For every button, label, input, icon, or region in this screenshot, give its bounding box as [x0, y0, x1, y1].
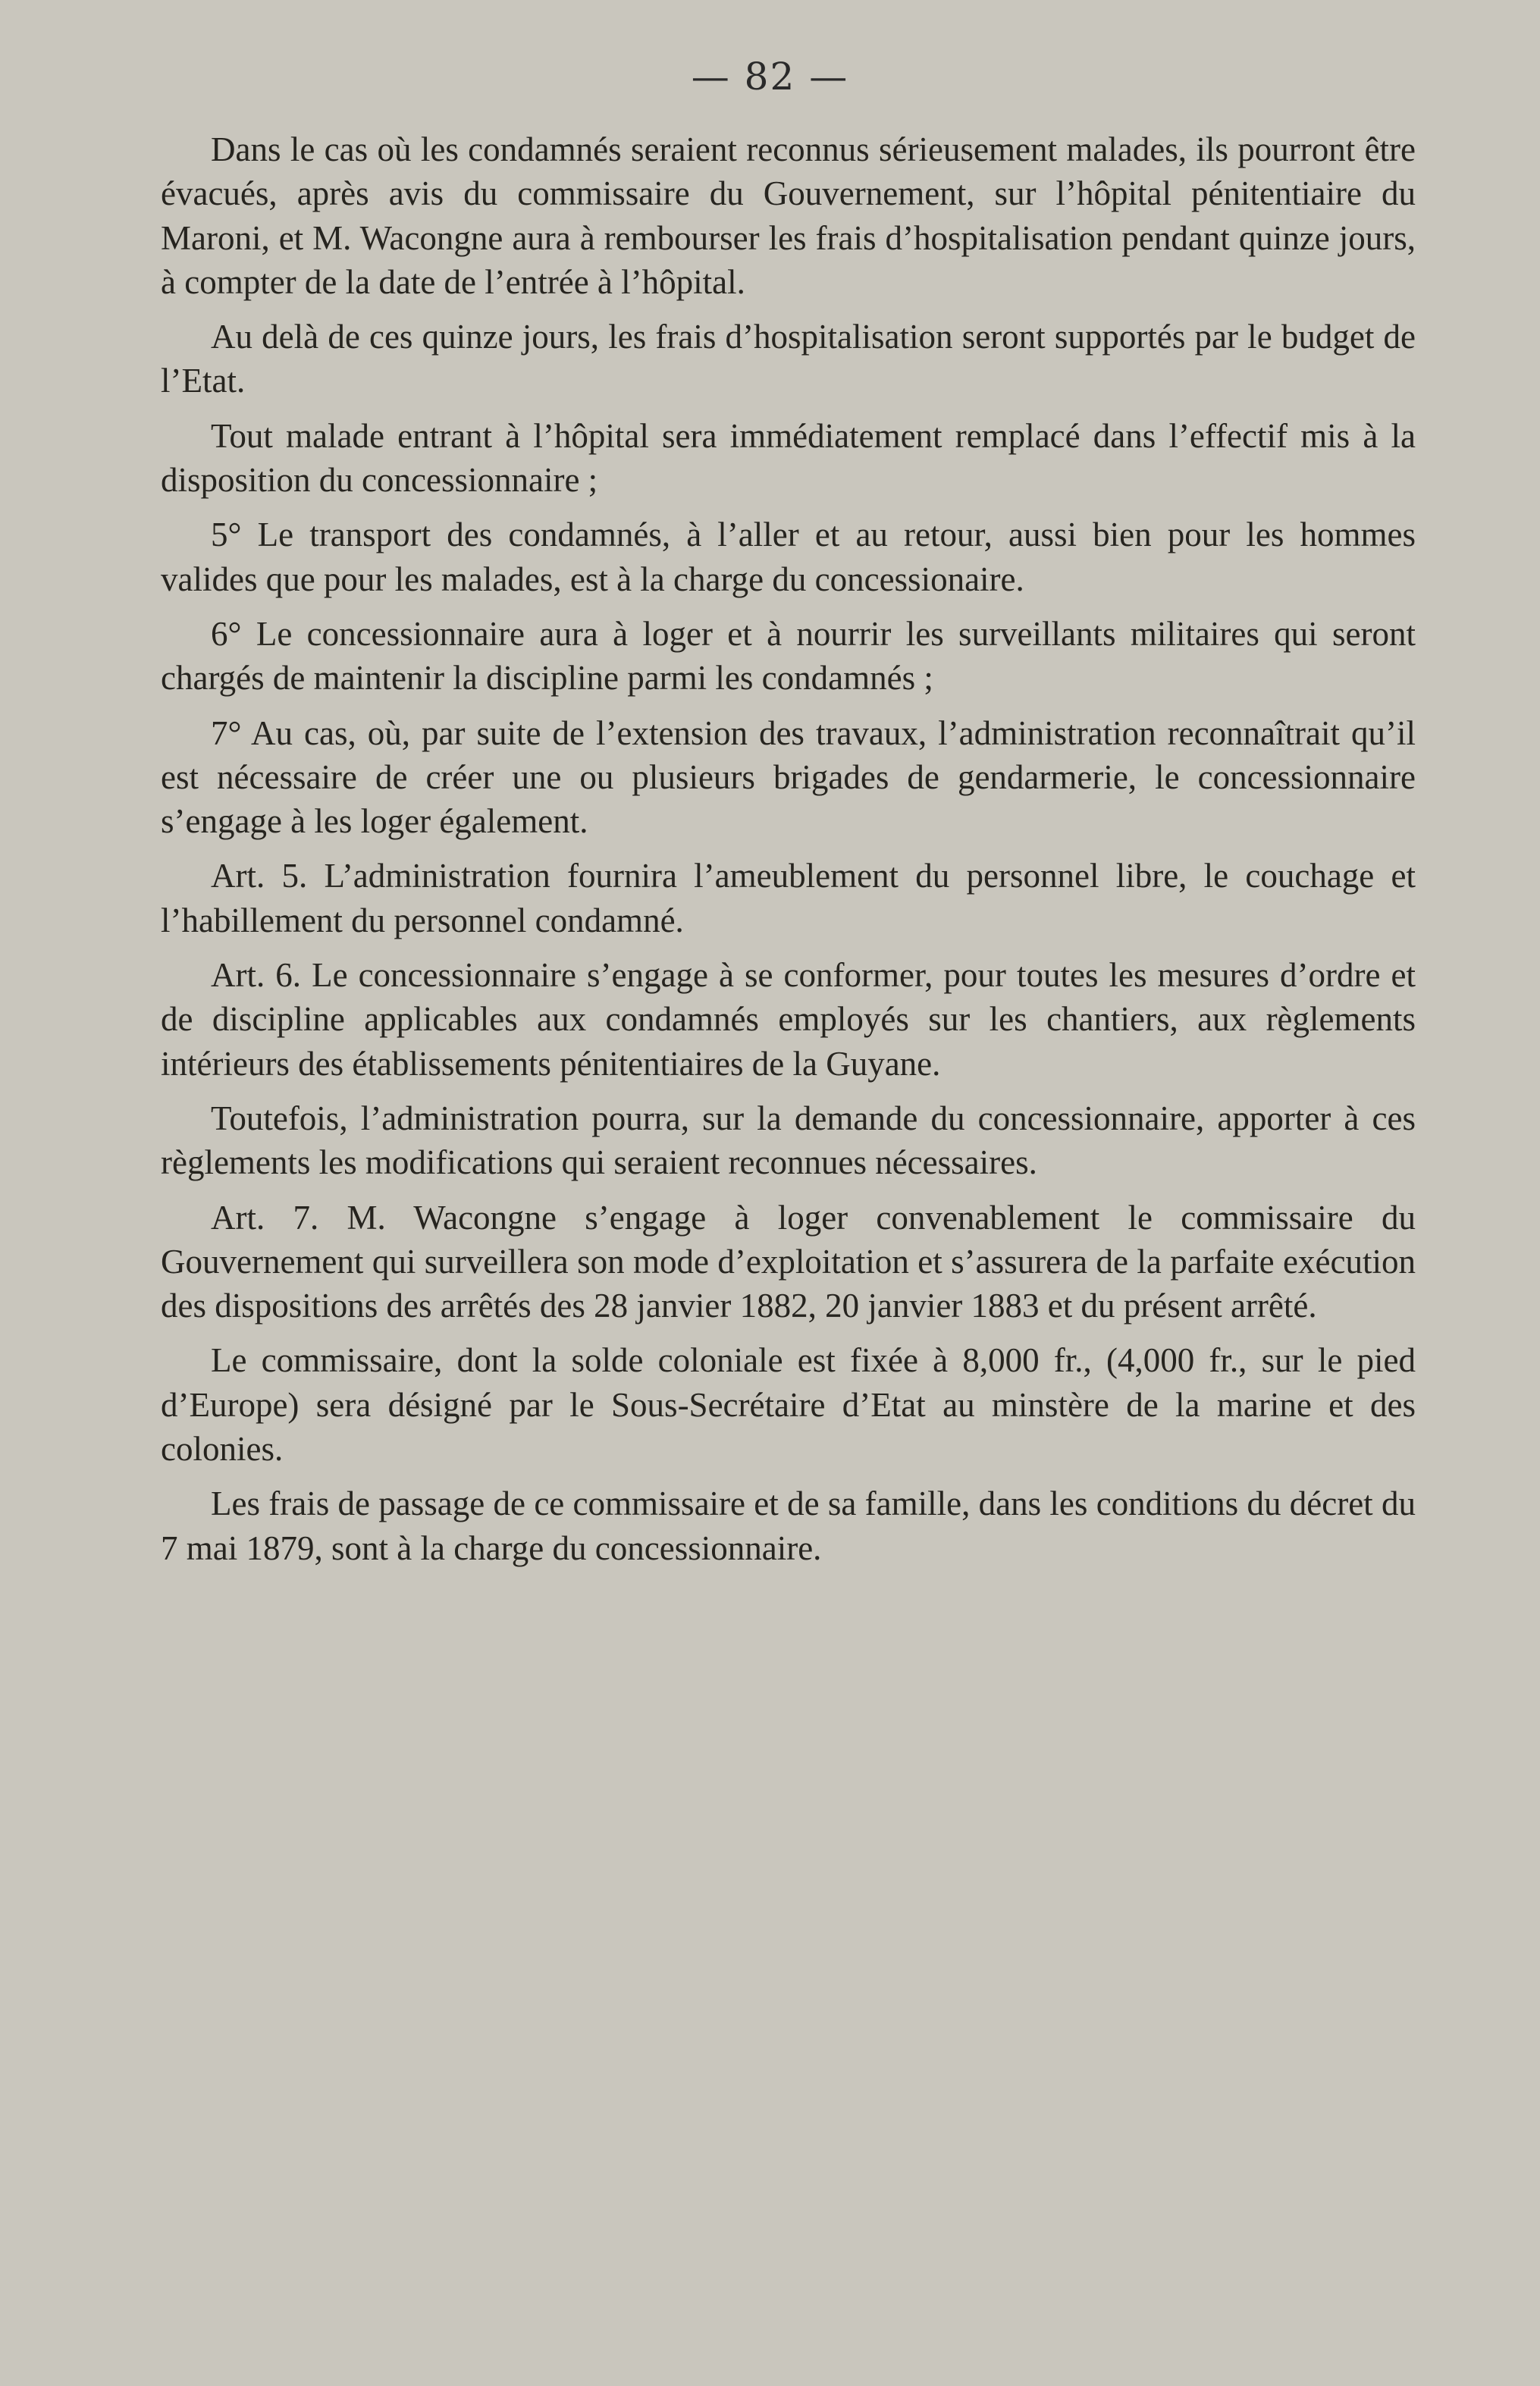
paragraph: Art. 5. L’administration fournira l’ameublement du personnel libre, le couchage et l’habillement du personnel condamné. — [161, 857, 1416, 939]
paragraph: Art. 6. Le concessionnaire s’engage à se conformer, pour toutes les mesures d’ordre et de discipline applicables aux condamnés employés sur les chantiers, aux règlements intérieurs des établissements pénitentiaires de la Guyane. — [161, 956, 1416, 1083]
paragraph: Le commissaire, dont la solde coloniale est fixée à 8,000 fr., (4,000 fr., sur le pied d’Europe) sera désigné par le Sous-Secrétaire d’Etat au minstère de la marine et des colonies. — [161, 1341, 1416, 1469]
paragraph: 5° Le transport des condamnés, à l’aller et au retour, aussi bien pour les hommes valides que pour les malades, est à la charge du concessionaire. — [161, 516, 1416, 598]
paragraph: Toutefois, l’administration pourra, sur la demande du concessionnaire, apporter à ces règlements les modifications qui seraient reconnues nécessaires. — [161, 1099, 1416, 1182]
paragraph: 6° Le concessionnaire aura à loger et à nourrir les surveillants militaires qui seront chargés de maintenir la discipline parmi les condamnés ; — [161, 614, 1416, 698]
paragraph: Les frais de passage de ce commissaire et de sa famille, dans les conditions du décret du 7 mai 1879, sont à la charge du concessionnaire. — [161, 1485, 1416, 1567]
page-number: — 82 — — [691, 55, 849, 99]
paragraph: Dans le cas où les condamnés seraient reconnus sérieusement malades, ils pourront être évacués, après avis du commissaire du Gouvernement, sur l’hôpital pénitentiaire du Maroni, et M. Wacongne aura à rembourser les frais d’hospitalisation pendant quinze jours, à compter de la date de l’entrée à l’hôpital. — [161, 130, 1416, 301]
paragraph: Tout malade entrant à l’hôpital sera immédiatement remplacé dans l’effectif mis à la disposition du concessionnaire ; — [161, 416, 1416, 500]
paragraph: 7° Au cas, où, par suite de l’extension des travaux, l’administration reconnaîtrait qu’il est nécessaire de créer une ou plusieurs brigades de gendarmerie, le concessionnaire s’engage à les loger également. — [161, 713, 1416, 841]
body-text — [161, 127, 1416, 1581]
paragraph: Art. 7. M. Wacongne s’engage à loger convenablement le commissaire du Gouvernement qui surveillera son mode d’exploitation et s’assurera de la parfaite exécution des dispositions des arrêtés des 28 janvier 1882, 20 janvier 1883 et du présent arrêté. — [161, 1198, 1416, 1325]
paragraph: Au delà de ces quinze jours, les frais d’hospitalisation seront supportés par le budget de l’Etat. — [161, 318, 1416, 400]
